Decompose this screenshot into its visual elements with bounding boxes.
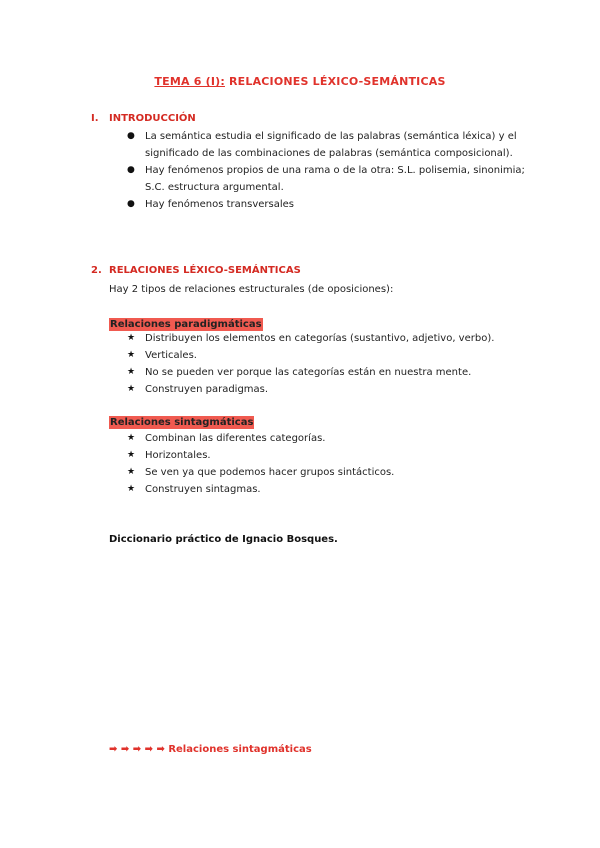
star-icon: ★ xyxy=(127,333,136,343)
bullet-icon: ● xyxy=(127,165,135,175)
bullet-icon: ● xyxy=(127,131,135,141)
highlight-paradigmatic: Relaciones paradigmáticas xyxy=(110,319,262,330)
section-1-heading xyxy=(91,113,196,124)
star-icon: ★ xyxy=(127,384,136,394)
star-icon: ★ xyxy=(127,433,136,443)
section-2-title: RELACIONES LÉXICO-SEMÁNTICAS xyxy=(109,265,301,276)
footer-link-label[interactable]: Relaciones sintagmáticas xyxy=(168,744,312,755)
list-item: ● Hay fenómenos propios de una rama o de la otra: S.L. polisemia, sinonimia; S.C. estructura argumental. xyxy=(127,162,527,196)
star-icon: ★ xyxy=(127,484,136,494)
highlight-syntagmatic: Relaciones sintagmáticas xyxy=(110,417,254,428)
list-item: ★ Se ven ya que podemos hacer grupos sintácticos. xyxy=(127,464,547,481)
section-1-number: I. xyxy=(91,113,99,124)
title-rest: RELACIONES LÉXICO-SEMÁNTICAS xyxy=(224,75,446,88)
section-1-list xyxy=(127,128,527,213)
paradigmatic-list xyxy=(127,330,547,398)
syntagmatic-list xyxy=(127,430,547,498)
list-item: ★ Horizontales. xyxy=(127,447,547,464)
list-item: ● Hay fenómenos transversales xyxy=(127,196,527,213)
title-prefix: TEMA 6 (I): xyxy=(154,75,225,88)
section-1-title: INTRODUCCIÓN xyxy=(109,113,196,124)
star-icon: ★ xyxy=(127,450,136,460)
section-2-heading xyxy=(91,265,301,276)
star-icon: ★ xyxy=(127,367,136,377)
arrow-right-icon: ➡ ➡ ➡ ➡ ➡ xyxy=(109,744,165,755)
list-item: ★ Distribuyen los elementos en categorías (sustantivo, adjetivo, verbo). xyxy=(127,330,547,347)
star-icon: ★ xyxy=(127,467,136,477)
section-2-intro: Hay 2 tipos de relaciones estructurales (de oposiciones): xyxy=(109,284,394,295)
section-2-number: 2. xyxy=(91,265,102,276)
list-item: ★ Construyen sintagmas. xyxy=(127,481,547,498)
dictionary-note: Diccionario práctico de Ignacio Bosques. xyxy=(109,534,338,545)
list-item: ● La semántica estudia el significado de las palabras (semántica léxica) y el significado de las combinaciones de palabras (semántica composicional). xyxy=(127,128,527,162)
star-icon: ★ xyxy=(127,350,136,360)
list-item: ★ Verticales. xyxy=(127,347,547,364)
list-item: ★ No se pueden ver porque las categorías están en nuestra mente. xyxy=(127,364,547,381)
list-item: ★ Combinan las diferentes categorías. xyxy=(127,430,547,447)
list-item: ★ Construyen paradigmas. xyxy=(127,381,547,398)
page-title xyxy=(0,75,600,88)
bullet-icon: ● xyxy=(127,199,135,209)
footer-link[interactable] xyxy=(109,744,312,755)
